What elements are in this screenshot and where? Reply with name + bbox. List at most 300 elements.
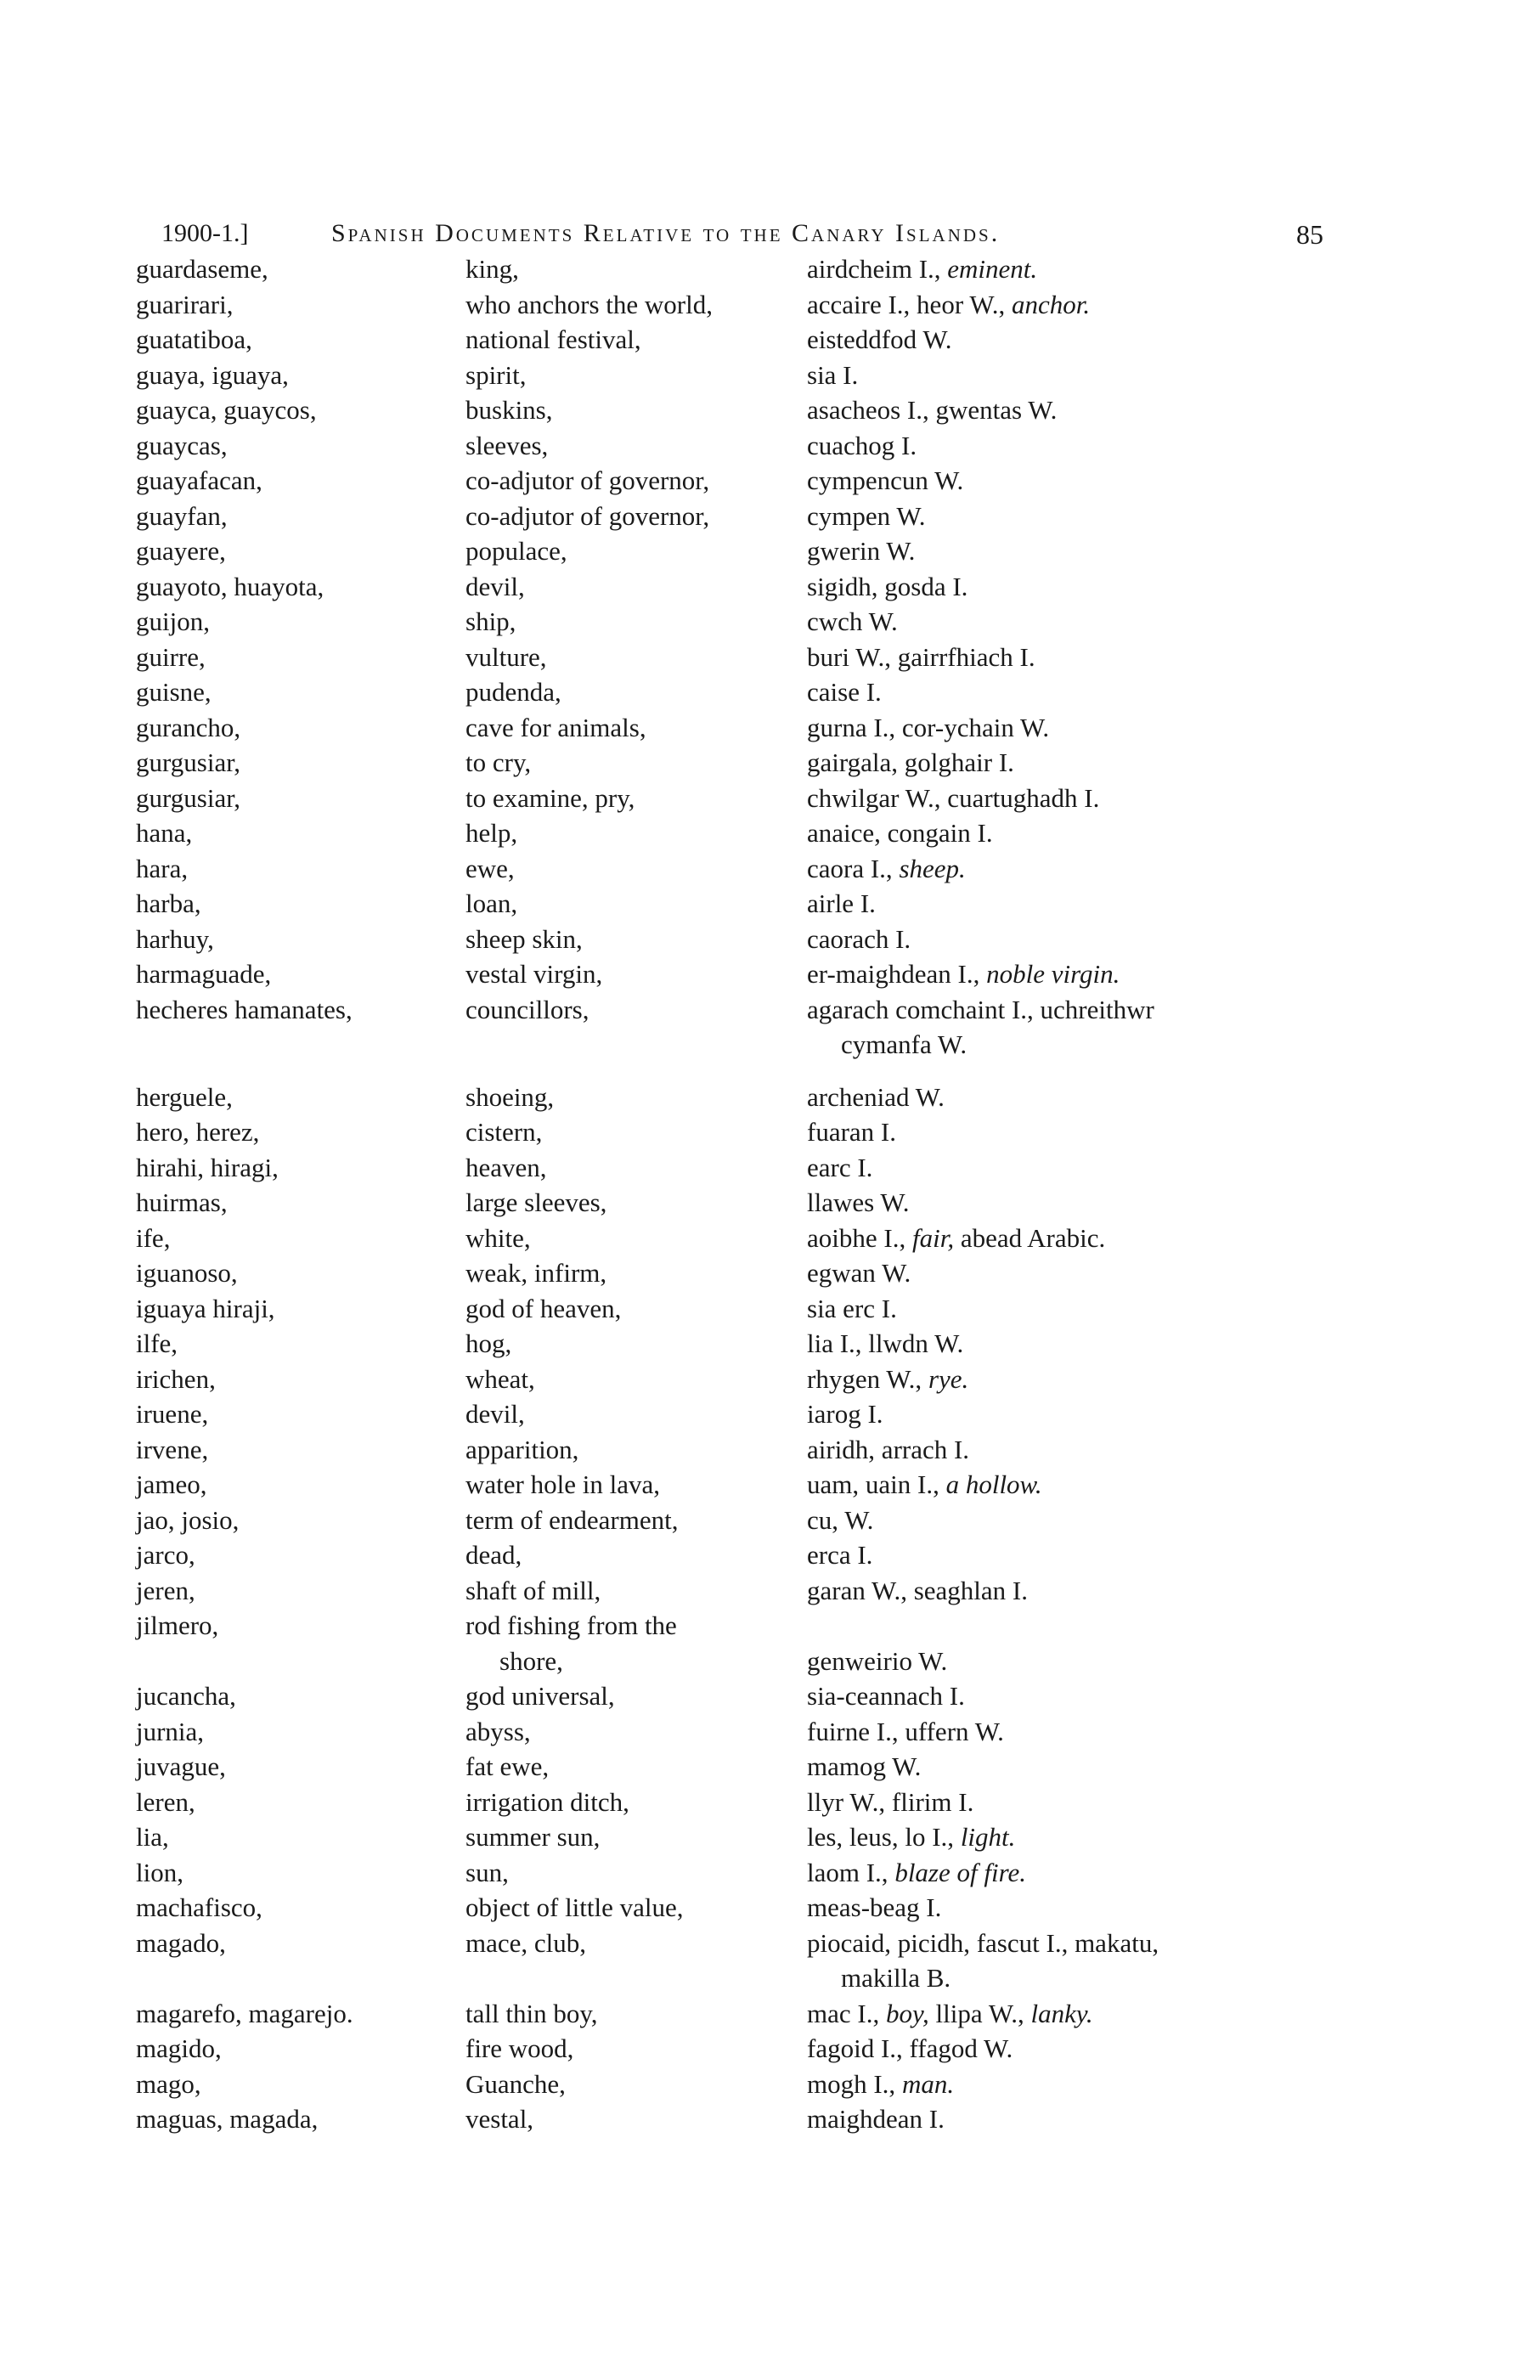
spanish-term-text: harba, <box>136 888 201 918</box>
celtic-equivalent <box>807 533 915 569</box>
spanish-term-text: hero, herez, <box>136 1117 260 1147</box>
spanish-term-text: jucancha, <box>136 1681 236 1711</box>
english-meaning <box>465 922 583 957</box>
english-meaning <box>465 1608 677 1678</box>
spanish-term-text: gurancho, <box>136 712 241 742</box>
celtic-equivalent-continuation: makilla B. <box>841 1963 951 1993</box>
english-meaning <box>465 1537 522 1573</box>
english-meaning-text: devil, <box>465 571 525 601</box>
spanish-term <box>136 287 233 323</box>
table-row <box>0 1855 1540 1891</box>
spanish-term-text: guirre, <box>136 641 206 672</box>
celtic-equivalent-text: erca I. <box>807 1540 873 1570</box>
table-row <box>0 1255 1540 1291</box>
english-meaning-text: heaven, <box>465 1152 547 1182</box>
english-meaning <box>465 604 516 640</box>
spanish-term <box>136 640 206 675</box>
english-meaning <box>465 674 561 710</box>
spanish-term-text: harmaguade, <box>136 959 272 989</box>
english-meaning-text: object of little value, <box>465 1892 684 1922</box>
table-row <box>0 1749 1540 1785</box>
table-row <box>0 640 1540 675</box>
table-row <box>0 710 1540 746</box>
table-row <box>0 1996 1540 2032</box>
spanish-term <box>136 1855 183 1891</box>
spanish-term <box>136 1503 239 1538</box>
english-meaning-text: god of heaven, <box>465 1293 622 1323</box>
english-meaning-text: vestal, <box>465 2104 534 2134</box>
celtic-equivalent-tail: abead Arabic. <box>954 1222 1106 1253</box>
spanish-term-text: magido, <box>136 2033 222 2063</box>
spanish-term-text: guayfan, <box>136 500 228 531</box>
spanish-term <box>136 2101 318 2137</box>
celtic-equivalent-text: laom I., <box>807 1857 895 1887</box>
spanish-term <box>136 710 240 746</box>
celtic-equivalent <box>807 710 1049 746</box>
celtic-gloss-italic: lanky. <box>1030 1998 1093 2028</box>
table-row <box>0 992 1540 1063</box>
table-row <box>0 428 1540 464</box>
celtic-equivalent <box>807 745 1014 781</box>
celtic-equivalent <box>807 1855 1026 1891</box>
english-meaning-text: spirit, <box>465 359 527 390</box>
celtic-gloss-italic: fair, <box>911 1222 955 1253</box>
spanish-term-text: iguanoso, <box>136 1258 238 1288</box>
table-row <box>0 2101 1540 2137</box>
spanish-term-text: jeren, <box>136 1575 195 1605</box>
celtic-equivalent-tail: llipa W., <box>928 1998 1031 2028</box>
table-row <box>0 499 1540 534</box>
table-row <box>0 886 1540 922</box>
table-row <box>0 533 1540 569</box>
celtic-equivalent-text: gurna I., cor-ychain W. <box>807 712 1050 742</box>
english-meaning <box>465 428 548 464</box>
english-meaning-text: term of endearment, <box>465 1504 679 1535</box>
spanish-term-text: guatatiboa, <box>136 324 252 354</box>
celtic-equivalent <box>807 428 917 464</box>
celtic-equivalent-text: les, leus, lo I., <box>807 1822 961 1852</box>
spanish-term-text: hirahi, hiragi, <box>136 1152 279 1182</box>
spanish-term <box>136 1362 216 1397</box>
table-row <box>0 1678 1540 1714</box>
spanish-term <box>136 1291 275 1327</box>
english-meaning <box>465 710 646 746</box>
celtic-equivalent-text: cuachog I. <box>807 430 917 460</box>
celtic-equivalent-text: gairgala, golghair I. <box>807 747 1014 777</box>
spanish-term <box>136 1326 178 1362</box>
english-meaning <box>465 1573 601 1609</box>
spanish-term-text: hara, <box>136 853 189 883</box>
celtic-equivalent-text: archeniad W. <box>807 1081 945 1112</box>
english-meaning-text: national festival, <box>465 324 641 354</box>
celtic-equivalent <box>807 1114 896 1150</box>
english-meaning-text: buskins, <box>465 395 553 425</box>
celtic-equivalent <box>807 1996 1093 2032</box>
spanish-term <box>136 745 240 781</box>
table-row <box>0 1819 1540 1855</box>
celtic-equivalent-continuation: cymanfa W. <box>841 1029 967 1059</box>
celtic-equivalent <box>807 1396 883 1432</box>
spanish-term-text: jameo, <box>136 1469 207 1499</box>
celtic-equivalent <box>807 1080 945 1115</box>
table-row <box>0 1608 1540 1678</box>
english-meaning-text: cistern, <box>465 1117 543 1147</box>
table-row <box>0 1326 1540 1362</box>
spanish-term-text: ife, <box>136 1222 171 1253</box>
spanish-term-text: guaya, iguaya, <box>136 359 289 390</box>
spanish-term <box>136 1573 195 1609</box>
english-meaning <box>465 392 553 428</box>
table-row <box>0 1080 1540 1115</box>
table-row <box>0 1362 1540 1397</box>
english-meaning-text: fat ewe, <box>465 1751 550 1781</box>
table-row <box>0 604 1540 640</box>
celtic-equivalent-text: fuaran I. <box>807 1117 896 1147</box>
celtic-gloss-italic: boy, <box>885 1998 929 2028</box>
english-meaning <box>465 1326 511 1362</box>
spanish-term <box>136 956 271 992</box>
celtic-equivalent <box>807 1714 1004 1750</box>
english-meaning-text: cave for animals, <box>465 712 646 742</box>
header-volume-label: 1900-1.] <box>161 219 249 247</box>
english-meaning-text: shoeing, <box>465 1081 555 1112</box>
spanish-term-text: hecheres hamanates, <box>136 994 353 1024</box>
spanish-term <box>136 1150 279 1186</box>
table-row <box>0 851 1540 887</box>
celtic-equivalent <box>807 1608 947 1678</box>
celtic-equivalent-text: eisteddfod W. <box>807 324 952 354</box>
spanish-term-text: guarirari, <box>136 289 234 319</box>
celtic-equivalent <box>807 851 966 887</box>
spanish-term-text: herguele, <box>136 1081 233 1112</box>
english-meaning-text: pudenda, <box>465 677 561 707</box>
celtic-equivalent <box>807 1926 1159 1996</box>
english-meaning-text: abyss, <box>465 1716 531 1746</box>
spanish-term-text: guardaseme, <box>136 254 268 284</box>
english-meaning <box>465 287 713 323</box>
english-meaning-text: fire wood, <box>465 2033 574 2063</box>
spanish-term-text: lion, <box>136 1857 183 1887</box>
table-row <box>0 1432 1540 1468</box>
spanish-term-text: guayca, guaycos, <box>136 395 317 425</box>
celtic-equivalent <box>807 922 911 957</box>
spanish-term-text: iruene, <box>136 1399 209 1429</box>
celtic-equivalent <box>807 1890 941 1926</box>
celtic-gloss-italic: sheep. <box>899 853 966 883</box>
table-row <box>0 815 1540 851</box>
table-row <box>0 1714 1540 1750</box>
english-meaning <box>465 1678 615 1714</box>
celtic-equivalent-text: er-maighdean I., <box>807 959 987 989</box>
spanish-term-text: ilfe, <box>136 1328 178 1358</box>
english-meaning-text: who anchors the world, <box>465 289 713 319</box>
spanish-term <box>136 1608 218 1644</box>
english-meaning-text: vestal virgin, <box>465 959 603 989</box>
english-meaning <box>465 2101 533 2137</box>
spanish-term-text: jarco, <box>136 1540 195 1570</box>
spanish-term-text: machafisco, <box>136 1892 262 1922</box>
spanish-term <box>136 2067 201 2102</box>
celtic-equivalent <box>807 604 898 640</box>
english-meaning-text: water hole in lava, <box>465 1469 660 1499</box>
celtic-equivalent <box>807 886 876 922</box>
celtic-equivalent-text: cwch W. <box>807 606 898 636</box>
table-row <box>0 1396 1540 1432</box>
celtic-equivalent-text: sigidh, gosda I. <box>807 571 968 601</box>
english-meaning-text: councillors, <box>465 994 589 1024</box>
english-meaning <box>465 1291 621 1327</box>
celtic-equivalent <box>807 251 1037 287</box>
celtic-equivalent-text: sia erc I. <box>807 1293 897 1323</box>
spanish-term <box>136 1819 169 1855</box>
english-meaning <box>465 1714 531 1750</box>
table-row <box>0 781 1540 816</box>
english-meaning-text: populace, <box>465 536 567 566</box>
celtic-equivalent-text: maighdean I. <box>807 2104 945 2134</box>
celtic-equivalent <box>807 1573 1028 1609</box>
table-row <box>0 1150 1540 1186</box>
spanish-term <box>136 1714 204 1750</box>
celtic-equivalent-text: airidh, arrach I. <box>807 1434 970 1464</box>
english-meaning-text: white, <box>465 1222 531 1253</box>
celtic-equivalent <box>807 322 952 358</box>
spanish-term <box>136 1185 228 1221</box>
celtic-equivalent <box>807 1432 969 1468</box>
english-meaning-text: ewe, <box>465 853 515 883</box>
english-meaning-text: hog, <box>465 1328 512 1358</box>
header-title: Spanish Documents Relative to the Canary Islands. <box>331 219 1001 247</box>
celtic-equivalent-text: garan W., seaghlan I. <box>807 1575 1028 1605</box>
celtic-equivalent-text: accaire I., heor W., <box>807 289 1012 319</box>
spanish-term-text: jilmero, <box>136 1610 219 1640</box>
celtic-equivalent-text: asacheos I., gwentas W. <box>807 395 1058 425</box>
spanish-term <box>136 533 226 569</box>
english-meaning <box>465 1996 598 2032</box>
spanish-term <box>136 322 252 358</box>
english-meaning-text: co-adjutor of governor, <box>465 500 710 531</box>
spanish-term-text: guayafacan, <box>136 465 262 495</box>
english-meaning <box>465 499 709 534</box>
table-row <box>0 1114 1540 1150</box>
celtic-equivalent <box>807 463 963 499</box>
celtic-gloss-italic: a hollow. <box>945 1469 1042 1499</box>
spanish-term <box>136 1255 238 1291</box>
spanish-term <box>136 1114 259 1150</box>
english-meaning <box>465 886 517 922</box>
english-meaning-text: vulture, <box>465 641 547 672</box>
celtic-equivalent-text: genweirio W. <box>807 1645 948 1676</box>
table-row <box>0 1573 1540 1609</box>
spanish-term <box>136 851 188 887</box>
celtic-equivalent-text: caora I., <box>807 853 900 883</box>
english-meaning <box>465 533 567 569</box>
table-row <box>0 2067 1540 2102</box>
english-meaning-text: co-adjutor of governor, <box>465 465 710 495</box>
english-meaning-text: dead, <box>465 1540 522 1570</box>
celtic-equivalent-text: cympencun W. <box>807 465 964 495</box>
spanish-term <box>136 428 228 464</box>
spanish-term-text: guayoto, huayota, <box>136 571 324 601</box>
celtic-equivalent <box>807 640 1035 675</box>
spanish-term <box>136 1221 170 1256</box>
spanish-term <box>136 499 228 534</box>
english-meaning <box>465 1819 600 1855</box>
celtic-equivalent <box>807 1503 873 1538</box>
table-row <box>0 322 1540 358</box>
english-meaning <box>465 1926 586 1961</box>
celtic-equivalent-text: lia I., llwdn W. <box>807 1328 964 1358</box>
celtic-equivalent <box>807 1255 911 1291</box>
spanish-term-text: guijon, <box>136 606 210 636</box>
english-meaning-text: Guanche, <box>465 2068 566 2099</box>
table-row <box>0 251 1540 287</box>
celtic-equivalent <box>807 1221 1105 1256</box>
celtic-equivalent <box>807 569 967 605</box>
spanish-term <box>136 1890 262 1926</box>
english-meaning-text: sleeves, <box>465 430 549 460</box>
table-row <box>0 922 1540 957</box>
english-meaning <box>465 463 709 499</box>
spanish-term <box>136 358 289 393</box>
table-row <box>0 1291 1540 1327</box>
celtic-equivalent <box>807 2031 1013 2067</box>
spanish-term <box>136 392 317 428</box>
celtic-equivalent <box>807 1678 965 1714</box>
celtic-equivalent-text: agarach comchaint I., uchreithwr <box>807 994 1154 1024</box>
celtic-equivalent-text: piocaid, picidh, fascut I., makatu, <box>807 1927 1159 1958</box>
english-meaning-continuation: shore, <box>499 1645 563 1676</box>
celtic-equivalent <box>807 1291 897 1327</box>
celtic-equivalent <box>807 392 1057 428</box>
english-meaning <box>465 1467 660 1503</box>
spanish-term-text: juvague, <box>136 1751 226 1781</box>
row-gap <box>0 1063 1540 1080</box>
celtic-equivalent <box>807 1362 968 1397</box>
celtic-equivalent-text: llyr W., flirim I. <box>807 1786 974 1817</box>
spanish-term <box>136 1996 353 2032</box>
spanish-term <box>136 1396 208 1432</box>
celtic-gloss-italic: rye. <box>928 1363 969 1394</box>
spanish-term <box>136 992 353 1028</box>
celtic-equivalent <box>807 1537 872 1573</box>
table-row <box>0 1926 1540 1996</box>
spanish-term <box>136 781 240 816</box>
celtic-gloss-italic: man. <box>901 2068 955 2099</box>
celtic-equivalent <box>807 2067 954 2102</box>
celtic-equivalent <box>807 1326 963 1362</box>
english-meaning <box>465 569 525 605</box>
english-meaning-text: king, <box>465 254 519 284</box>
english-meaning-text: ship, <box>465 606 516 636</box>
celtic-equivalent-text: rhygen W., <box>807 1363 928 1394</box>
spanish-term <box>136 1432 208 1468</box>
english-meaning <box>465 956 602 992</box>
spanish-term-text: jao, josio, <box>136 1504 240 1535</box>
celtic-gloss-italic: noble virgin. <box>986 959 1120 989</box>
celtic-equivalent-text: airdcheim I., <box>807 254 948 284</box>
spanish-term-text: lia, <box>136 1822 169 1852</box>
english-meaning-text: apparition, <box>465 1434 579 1464</box>
celtic-gloss-italic: eminent. <box>947 254 1038 284</box>
spanish-term <box>136 1749 226 1785</box>
celtic-equivalent-text: buri W., gairrfhiach I. <box>807 641 1035 672</box>
celtic-equivalent <box>807 1150 872 1186</box>
celtic-gloss-italic: light. <box>960 1822 1016 1852</box>
spanish-term <box>136 251 268 287</box>
spanish-term <box>136 604 210 640</box>
english-meaning <box>465 1396 525 1432</box>
celtic-equivalent <box>807 1185 910 1221</box>
english-meaning <box>465 815 517 851</box>
english-meaning <box>465 2031 573 2067</box>
english-meaning <box>465 1114 542 1150</box>
english-meaning-text: irrigation ditch, <box>465 1786 629 1817</box>
spanish-term <box>136 886 201 922</box>
table-row <box>0 1467 1540 1503</box>
spanish-term-text: irichen, <box>136 1363 216 1394</box>
english-meaning-text: loan, <box>465 888 518 918</box>
english-meaning <box>465 1080 554 1115</box>
english-meaning-text: summer sun, <box>465 1822 601 1852</box>
celtic-equivalent-text: fagoid I., ffagod W. <box>807 2033 1013 2063</box>
english-meaning <box>465 1362 535 1397</box>
celtic-equivalent-text: earc I. <box>807 1152 873 1182</box>
table-row <box>0 463 1540 499</box>
celtic-equivalent <box>807 358 858 393</box>
celtic-equivalent-text: sia I. <box>807 359 859 390</box>
spanish-term <box>136 1467 207 1503</box>
celtic-equivalent <box>807 956 1120 992</box>
english-meaning <box>465 251 519 287</box>
celtic-equivalent <box>807 1467 1042 1503</box>
table-row <box>0 1537 1540 1573</box>
table-row <box>0 1221 1540 1256</box>
celtic-equivalent <box>807 2101 945 2137</box>
english-meaning-text: tall thin boy, <box>465 1998 598 2028</box>
celtic-equivalent-text: egwan W. <box>807 1258 911 1288</box>
celtic-equivalent-text: iarog I. <box>807 1399 883 1429</box>
celtic-equivalent-text: mac I., <box>807 1998 886 2028</box>
celtic-equivalent-text: cu, W. <box>807 1504 874 1535</box>
english-meaning-text: to cry, <box>465 747 532 777</box>
english-meaning <box>465 781 635 816</box>
spanish-term-text: huirmas, <box>136 1187 228 1217</box>
table-row <box>0 2031 1540 2067</box>
glossary-table <box>0 251 1540 2137</box>
celtic-equivalent <box>807 815 993 851</box>
page-number: 85 <box>1296 219 1323 250</box>
spanish-term-text: magarefo, magarejo. <box>136 1998 353 2028</box>
spanish-term-text: magado, <box>136 1927 226 1958</box>
english-meaning <box>465 851 515 887</box>
celtic-equivalent-text: anaice, congain I. <box>807 818 993 848</box>
spanish-term-text: hana, <box>136 818 193 848</box>
english-meaning-text: wheat, <box>465 1363 535 1394</box>
table-row <box>0 1503 1540 1538</box>
english-meaning-text: shaft of mill, <box>465 1575 601 1605</box>
english-meaning <box>465 1503 678 1538</box>
celtic-equivalent <box>807 674 882 710</box>
spanish-term <box>136 569 324 605</box>
spanish-term <box>136 922 214 957</box>
english-meaning-text: large sleeves, <box>465 1187 607 1217</box>
spanish-term-text: harhuy, <box>136 923 214 954</box>
celtic-equivalent-text: mamog W. <box>807 1751 922 1781</box>
celtic-equivalent <box>807 1785 973 1820</box>
celtic-equivalent <box>807 1819 1015 1855</box>
celtic-equivalent-text: meas-beag I. <box>807 1892 942 1922</box>
spanish-term-text: gurgusiar, <box>136 782 241 813</box>
